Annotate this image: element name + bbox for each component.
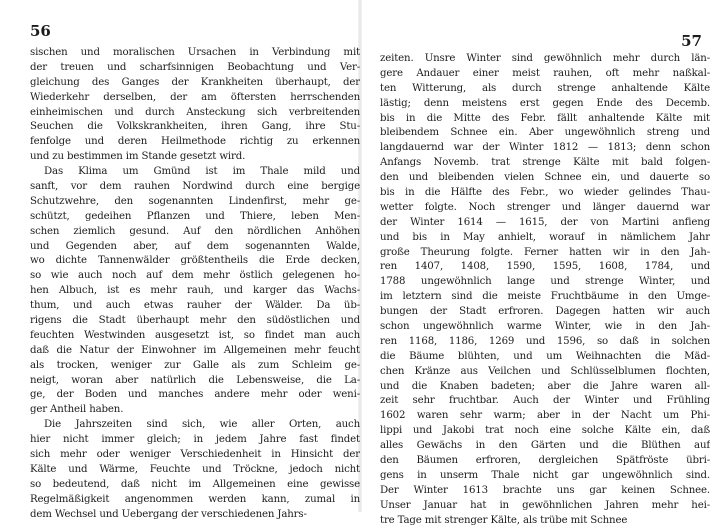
text-line: gleichung des Ganges der Krankheiten überhaupt, der: [30, 76, 360, 88]
text-line: den und bleibenden vielen Schnee ein, und dauerte so: [380, 172, 710, 184]
text-line: wo dichte Tannenwälder größtentheils die Erde decken,: [30, 255, 360, 267]
left-page-text: [30, 46, 360, 523]
text-line: zeit sehr fruchtbar. Auch der Winter und Frühling: [380, 395, 710, 407]
text-line: hier nicht immer gleich; in jedem Jahre fast findet: [30, 434, 360, 446]
text-line: die Bäume blühten, und um Weihnachten die Mäd-: [380, 350, 710, 362]
text-line: einheimischen und durch Ansteckung sich verbreitenden: [30, 106, 360, 118]
text-line: sischen und moralischen Ursachen in Verbindung mit: [30, 47, 360, 58]
right-page-number: 57: [681, 32, 702, 50]
text-line: wetter folgte. Noch strenger und länger dauernd war: [380, 201, 710, 213]
text-line: gens in unserm Thale nicht gar ungewöhnlich sind.: [380, 469, 710, 481]
text-line: schon ungewöhnlich warme Winter, wie in den Jah-: [380, 321, 710, 333]
text-line: Der Winter 1613 brachte uns gar keinen Schnee.: [380, 484, 710, 496]
text-line: Seuchen die Volkskrankheiten, ihren Gang, ihre Stu-: [30, 121, 360, 133]
text-line: 1788 ungewöhnlich lange und strenge Winter, und: [380, 276, 710, 288]
text-line: dem Wechsel und Uebergang der verschiedenen Jahrs-: [30, 508, 307, 520]
right-page-text: [380, 52, 710, 529]
text-line: alles Gewächs in den Gärten und die Blüthen auf: [380, 440, 710, 452]
text-line: lippi und Jakobi trat noch eine solche Kälte ein, daß: [380, 425, 710, 437]
text-line: gere Andauer einer meist rauhen, oft mehr naßkal-: [380, 67, 710, 79]
text-line: fenfolge und deren Heilmethode richtig zu erkennen: [30, 136, 360, 148]
text-line: Schutzwehre, den sogenannten Lindenfirst, mehr ge-: [30, 195, 360, 207]
text-line: Das Klima um Gmünd ist im Thale mild und: [44, 166, 360, 178]
text-line: Anfangs Novemb. trat strenge Kälte mit bald folgen-: [380, 157, 710, 169]
text-line: als trocken, weniger zur Galle als zum Schleim ge-: [30, 359, 360, 371]
text-line: bis in die Mitte des Febr. fällt anhaltende Kälte mit: [380, 112, 710, 124]
text-line: ren 1407, 1408, 1590, 1595, 1608, 1784, und: [380, 261, 710, 273]
text-line: und zu bestimmen im Stande gesetzt wird.: [30, 151, 246, 163]
text-line: Wiederkehr derselben, der am öftersten herrschenden: [30, 91, 360, 103]
text-line: so bedeutend, daß nicht im Allgemeinen eine gewisse: [30, 478, 360, 490]
text-line: tre Tage mit strenger Kälte, als trübe mit Schnee: [380, 514, 628, 526]
text-line: schützt, gedeihen Pflanzen und Thiere, leben Men-: [30, 210, 360, 222]
text-line: Kälte und Wärme, Feuchte und Tröckne, jedoch nicht: [30, 463, 360, 475]
text-line: und Gegenden aber, auf dem sogenannten Walde,: [30, 240, 360, 252]
text-line: und die Knaben badeten; aber die Jahre waren all-: [380, 380, 710, 392]
text-line: feuchten Westwinden ausgesetzt ist, so findet man auch: [30, 329, 360, 341]
text-line: lästig; denn meistens erst gegen Ende des Decemb.: [380, 97, 710, 109]
text-line: ge, der Boden und manches andere mehr oder weni-: [30, 389, 360, 401]
text-line: große Theurung folgte. Ferner hatten wir in den Jah-: [380, 246, 710, 258]
text-line: ger Antheil haben.: [30, 404, 124, 416]
text-line: ren 1168, 1186, 1269 und 1596, so daß in solchen: [380, 335, 710, 347]
text-line: zeiten. Unsre Winter sind gewöhnlich mehr durch län-: [380, 53, 710, 64]
text-line: und bis in May anhielt, worauf in nämlichem Jahr: [380, 231, 710, 243]
left-page: [30, 22, 360, 520]
text-line: rigens die Stadt überhaupt mehr den südöstlichen und: [30, 315, 360, 327]
text-line: neigt, woran aber natürlich die Lebensweise, die La-: [30, 374, 360, 386]
text-line: chen Kränze aus Veilchen und Schlüsselblumen flochten,: [380, 365, 710, 377]
text-line: bis in die Hälfte des Febr., wo wieder gelindes Thau-: [380, 187, 710, 199]
text-line: hen Albuch, ist es mehr rauh, und karger das Wachs-: [30, 285, 360, 297]
text-line: Regelmäßigkeit angenommen werden kann, zumal in: [30, 493, 360, 505]
text-line: daß die Natur der Einwohner im Allgemeinen mehr feucht: [30, 344, 360, 356]
text-line: ten Witterung, als durch strenge anhaltende Kälte: [380, 82, 710, 94]
text-line: sich mehr oder weniger Verschiedenheit in Hinsicht der: [30, 449, 360, 461]
text-line: der Winter 1614 — 1615, der von Martini anfieng: [380, 216, 710, 228]
right-page: [380, 22, 710, 526]
text-line: Unser Januar hat in gewöhnlichen Jahren mehr hei-: [380, 499, 710, 511]
left-page-number: 56: [30, 22, 51, 40]
text-line: bleibendem Schnee ein. Aber ungewöhnlich streng und: [380, 127, 710, 139]
text-line: so wie auch noch auf dem mehr östlich gelegenen ho-: [30, 270, 360, 282]
text-line: bungen der Stadt erfroren. Dagegen hatten wir auch: [380, 306, 710, 318]
text-line: langdauernd war der Winter 1812 — 1813; denn schon: [380, 142, 710, 154]
text-line: im letztern sind die meiste Fruchtbäume in den Umge-: [380, 291, 710, 303]
text-line: thum, und auch etwas rauher der Wälder. Da üb-: [30, 300, 360, 312]
text-line: sanft, vor dem rauhen Nordwind durch eine bergige: [30, 181, 360, 193]
text-line: der treuen und scharfsinnigen Beobachtung und Ver-: [30, 61, 360, 73]
text-line: den Bäumen erfroren, dergleichen Spätfröste übri-: [380, 455, 710, 467]
text-line: 1602 waren sehr warm; aber in der Nacht um Phi-: [380, 410, 710, 422]
text-line: schen ziemlich gesund. Auf den nördlichen Anhöhen: [30, 225, 360, 237]
text-line: Die Jahrszeiten sind sich, wie aller Orten, auch: [44, 419, 360, 431]
